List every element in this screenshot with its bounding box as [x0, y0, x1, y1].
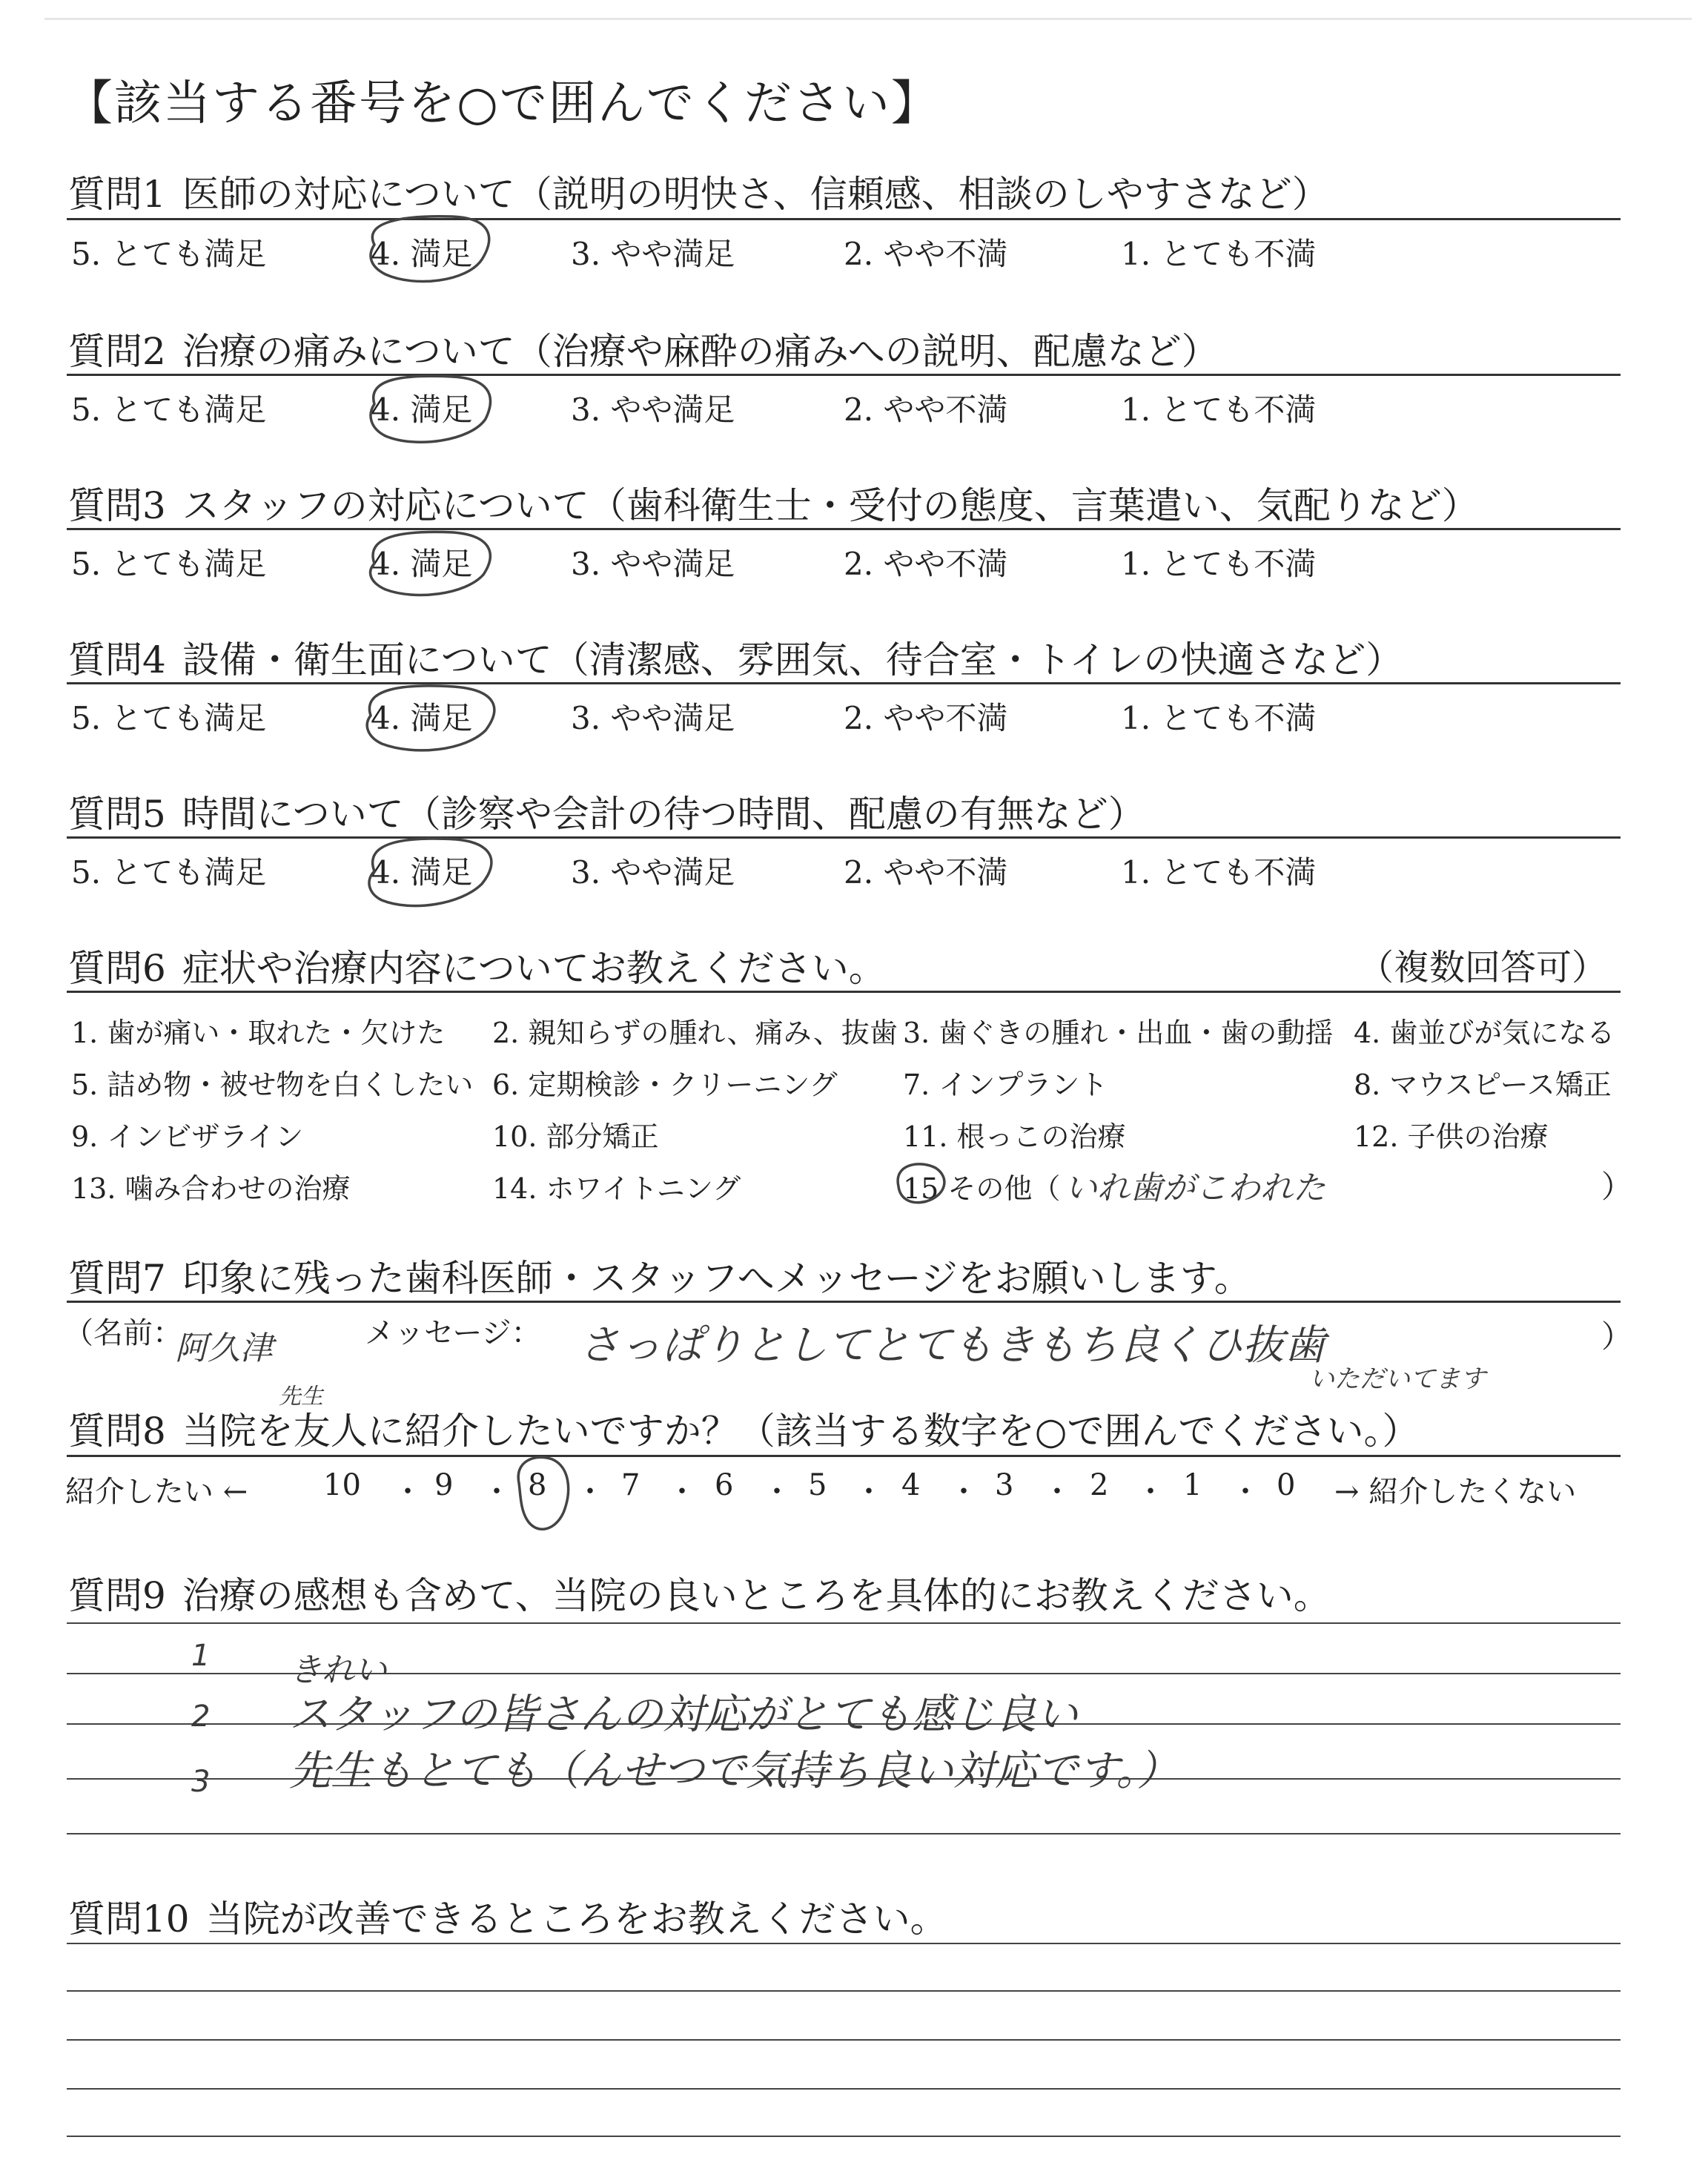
option-2[interactable]: 2. やや不満 — [844, 700, 1008, 736]
scale-6[interactable]: 6 — [715, 1468, 734, 1502]
divider — [67, 836, 1621, 839]
scale-5[interactable]: 5 — [808, 1468, 827, 1502]
answer-number: 1 — [191, 1639, 211, 1673]
option-4[interactable]: 4. 満足 — [371, 700, 473, 736]
option-4[interactable]: 4. 満足 — [371, 392, 473, 428]
option-3[interactable]: 3. やや満足 — [571, 392, 735, 428]
scale-separator: ・ — [575, 1475, 605, 1509]
answer-line — [67, 1943, 1621, 1944]
scale-right-label: → 紹介したくない — [1334, 1475, 1577, 1509]
question-text: 時間について（診察や会計の待つ時間、配慮の有無など） — [182, 793, 1145, 836]
other-handwritten: いれ歯がこわれた — [1065, 1169, 1325, 1207]
other-close: ） — [1601, 1169, 1633, 1205]
question-text: スタッフの対応について（歯科衛生士・受付の態度、言葉遣い、気配りなど） — [182, 484, 1479, 527]
page-title: 【該当する番号を○で囲んでください】 — [65, 76, 940, 131]
symptom-option[interactable]: 11. 根っこの治療 — [903, 1120, 1126, 1153]
question-number: 質問4 — [68, 638, 166, 681]
scale-left-label: 紹介したい ← — [65, 1475, 248, 1509]
scale-1[interactable]: 1 — [1183, 1468, 1202, 1502]
scale-separator: ・ — [667, 1475, 697, 1509]
divider — [67, 374, 1621, 376]
scale-2[interactable]: 2 — [1090, 1468, 1109, 1502]
question-number: 質問7 — [68, 1257, 166, 1300]
name-label: （名前： — [64, 1316, 182, 1350]
scale-9[interactable]: 9 — [434, 1468, 454, 1502]
divider — [67, 1455, 1621, 1457]
question-number: 質問2 — [68, 330, 166, 373]
answer-number: 2 — [191, 1700, 211, 1734]
divider — [67, 528, 1621, 530]
message-label: メッセージ： — [365, 1316, 541, 1350]
question-text: 医師の対応について（説明の明快さ、信頼感、相談のしやすさなど） — [182, 173, 1329, 216]
question-number: 質問8 — [68, 1410, 166, 1453]
symptom-option[interactable]: 1. 歯が痛い・取れた・欠けた — [71, 1017, 446, 1049]
scale-0[interactable]: 0 — [1277, 1468, 1296, 1502]
option-2[interactable]: 2. やや不満 — [844, 392, 1008, 428]
answer-text: 先生もとても（んせつで気持ち良い対応です。） — [289, 1747, 1179, 1795]
scale-separator: ・ — [1136, 1475, 1165, 1509]
option-5[interactable]: 5. とても満足 — [71, 546, 267, 582]
question-number: 質問5 — [68, 793, 166, 836]
symptom-option[interactable]: 4. 歯並びが気になる — [1354, 1017, 1615, 1049]
option-1[interactable]: 1. とても不満 — [1121, 700, 1317, 736]
option-5[interactable]: 5. とても満足 — [71, 392, 267, 428]
divider — [67, 991, 1621, 993]
option-2[interactable]: 2. やや不満 — [844, 546, 1008, 582]
answer-number: 3 — [191, 1765, 211, 1799]
answer-text: きれい — [289, 1651, 387, 1689]
option-2[interactable]: 2. やや不満 — [844, 236, 1008, 272]
symptom-option[interactable]: 12. 子供の治療 — [1354, 1120, 1549, 1153]
option-5[interactable]: 5. とても満足 — [71, 700, 267, 736]
symptom-option[interactable]: 7. インプラント — [903, 1069, 1108, 1101]
question-text: 治療の感想も含めて、当院の良いところを具体的にお教えください。 — [182, 1574, 1331, 1617]
scale-separator: ・ — [762, 1475, 792, 1509]
question-text: 当院を友人に紹介したいですか？（該当する数字を○で囲んでください。） — [182, 1410, 1420, 1453]
option-4[interactable]: 4. 満足 — [371, 236, 473, 272]
symptom-option[interactable]: 9. インビザライン — [71, 1120, 304, 1153]
option-1[interactable]: 1. とても不満 — [1121, 236, 1317, 272]
option-2[interactable]: 2. やや不満 — [844, 854, 1008, 891]
symptom-option[interactable]: 5. 詰め物・被せ物を白くしたい — [71, 1069, 474, 1101]
answer-line — [67, 2039, 1621, 2041]
message-line2-handwritten: いただいてます — [1309, 1364, 1486, 1394]
name-suffix-handwritten: 先生 — [279, 1384, 323, 1410]
answer-line — [67, 1990, 1621, 1992]
scan-edge — [44, 18, 1692, 20]
question-number: 質問6 — [68, 947, 166, 990]
answer-line — [67, 2136, 1621, 2137]
scale-separator: ・ — [949, 1475, 979, 1509]
question-text: 症状や治療内容についてお教えください。 — [182, 947, 886, 990]
multiple-answers-note: （複数回答可） — [1358, 947, 1608, 988]
scale-separator: ・ — [482, 1475, 512, 1509]
question-number: 質問3 — [68, 484, 166, 527]
scale-10[interactable]: 10 — [323, 1468, 361, 1502]
name-handwritten: 阿久津 — [175, 1330, 273, 1367]
question-number: 質問10 — [68, 1898, 190, 1941]
answer-line — [67, 1833, 1621, 1834]
symptom-option-other[interactable]: 15 その他（ — [903, 1172, 1061, 1205]
question-text: 印象に残った歯科医師・スタッフへメッセージをお願いします。 — [182, 1257, 1251, 1300]
option-1[interactable]: 1. とても不満 — [1121, 854, 1317, 891]
symptom-option[interactable]: 13. 噛み合わせの治療 — [71, 1172, 351, 1205]
symptom-option[interactable]: 3. 歯ぐきの腫れ・出血・歯の動揺 — [903, 1017, 1334, 1049]
scale-separator: ・ — [393, 1475, 423, 1509]
question-number: 質問9 — [68, 1574, 166, 1617]
scale-4[interactable]: 4 — [901, 1468, 921, 1502]
option-3[interactable]: 3. やや満足 — [571, 236, 735, 272]
option-3[interactable]: 3. やや満足 — [571, 700, 735, 736]
symptom-option[interactable]: 6. 定期検診・クリーニング — [492, 1069, 838, 1101]
symptom-option[interactable]: 14. ホワイトニング — [492, 1172, 741, 1205]
question-text: 治療の痛みについて（治療や麻酔の痛みへの説明、配慮など） — [182, 330, 1219, 373]
question-number: 質問1 — [68, 173, 166, 216]
answer-text: スタッフの皆さんの対応がとても感じ良い — [289, 1691, 1078, 1739]
scale-7[interactable]: 7 — [621, 1468, 640, 1502]
divider — [67, 1301, 1621, 1303]
symptom-option[interactable]: 10. 部分矯正 — [492, 1120, 659, 1153]
option-1[interactable]: 1. とても不満 — [1121, 392, 1317, 428]
option-1[interactable]: 1. とても不満 — [1121, 546, 1317, 582]
answer-line — [67, 1622, 1621, 1624]
option-5[interactable]: 5. とても満足 — [71, 854, 267, 891]
symptom-option[interactable]: 2. 親知らずの腫れ、痛み、抜歯 — [492, 1017, 898, 1049]
scale-separator: ・ — [1231, 1475, 1260, 1509]
message-handwritten: さっぱりとしてとてもきもち良くひ抜歯 — [578, 1321, 1325, 1370]
option-5[interactable]: 5. とても満足 — [71, 236, 267, 272]
question-text: 当院が改善できるところをお教えください。 — [205, 1898, 947, 1941]
scale-3[interactable]: 3 — [995, 1468, 1014, 1502]
answer-line — [67, 2088, 1621, 2090]
question-text: 設備・衛生面について（清潔感、雰囲気、待合室・トイレの快適さなど） — [182, 638, 1403, 681]
symptom-option[interactable]: 8. マウスピース矯正 — [1354, 1069, 1612, 1101]
message-close: ） — [1601, 1318, 1633, 1355]
divider — [67, 218, 1621, 220]
scale-separator: ・ — [854, 1475, 884, 1509]
scale-8[interactable]: 8 — [528, 1468, 547, 1502]
option-3[interactable]: 3. やや満足 — [571, 854, 735, 891]
scale-separator: ・ — [1042, 1475, 1072, 1509]
option-4[interactable]: 4. 満足 — [371, 546, 473, 582]
option-4[interactable]: 4. 満足 — [371, 854, 473, 891]
option-3[interactable]: 3. やや満足 — [571, 546, 735, 582]
divider — [67, 682, 1621, 684]
